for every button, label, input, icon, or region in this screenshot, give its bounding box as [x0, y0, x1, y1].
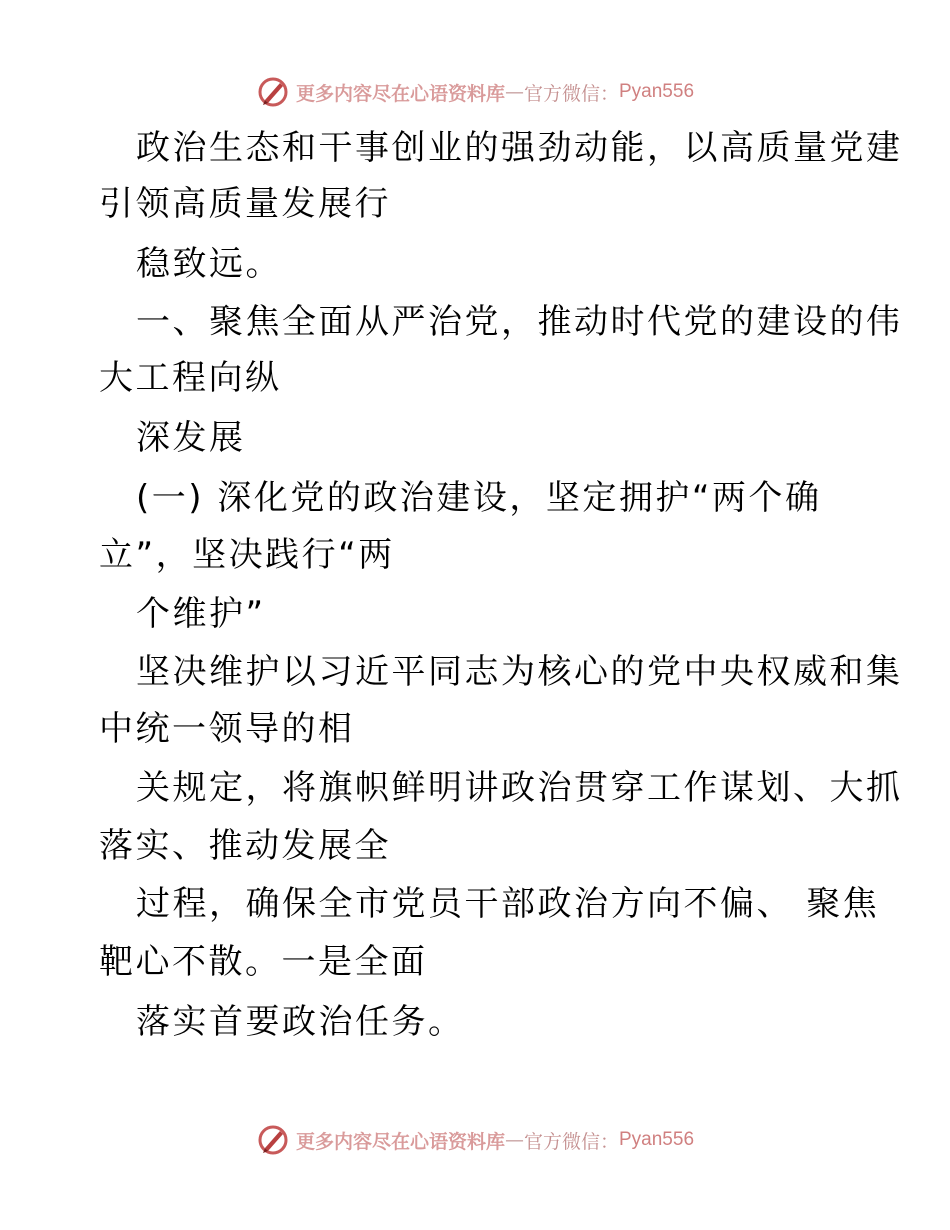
footer-watermark [0, 1120, 950, 1160]
text-line: 引领高质量发展行 [99, 184, 391, 224]
watermark-separator: — [504, 1129, 524, 1151]
pen-logo-icon [256, 1123, 290, 1157]
text-line: 坚决维护以习近平同志为核心的党中央权威和集 [136, 652, 903, 692]
text-line: (一) 深化党的政治建设，坚定拥护“两个确 [136, 478, 822, 518]
watermark-separator: — [504, 81, 524, 103]
text-line: 个维护” [136, 594, 266, 634]
watermark-id: Pyan556 [619, 81, 695, 102]
text-line: 落实首要政治任务。 [136, 1002, 465, 1042]
watermark-label: 官方微信： [523, 82, 619, 105]
text-line: 立”，坚决践行“两 [99, 535, 395, 575]
watermark-brand: 更多内容尽在心语资料库 [295, 1130, 505, 1153]
text-line: 稳致远。 [136, 244, 282, 284]
text-line: 关规定，将旗帜鲜明讲政治贯穿工作谋划、大抓 [136, 768, 903, 808]
text-line: 一、聚焦全面从严治党，推动时代党的建设的伟 [136, 302, 903, 342]
text-line: 大工程向纵 [99, 358, 282, 398]
pen-logo-icon [256, 75, 290, 109]
text-line: 深发展 [136, 418, 246, 458]
watermark-id: Pyan556 [619, 1129, 695, 1150]
text-line: 靶心不散。一是全面 [99, 942, 428, 982]
text-line: 落实、推动发展全 [99, 826, 391, 866]
text-line: 政治生态和干事创业的强劲动能，以高质量党建 [136, 128, 903, 168]
watermark-label: 官方微信： [523, 1130, 619, 1153]
text-line: 过程，确保全市党员干部政治方向不偏、 聚焦 [136, 884, 880, 924]
text-line: 中统一领导的相 [99, 709, 355, 749]
header-watermark [0, 72, 950, 112]
watermark-brand: 更多内容尽在心语资料库 [295, 82, 505, 105]
